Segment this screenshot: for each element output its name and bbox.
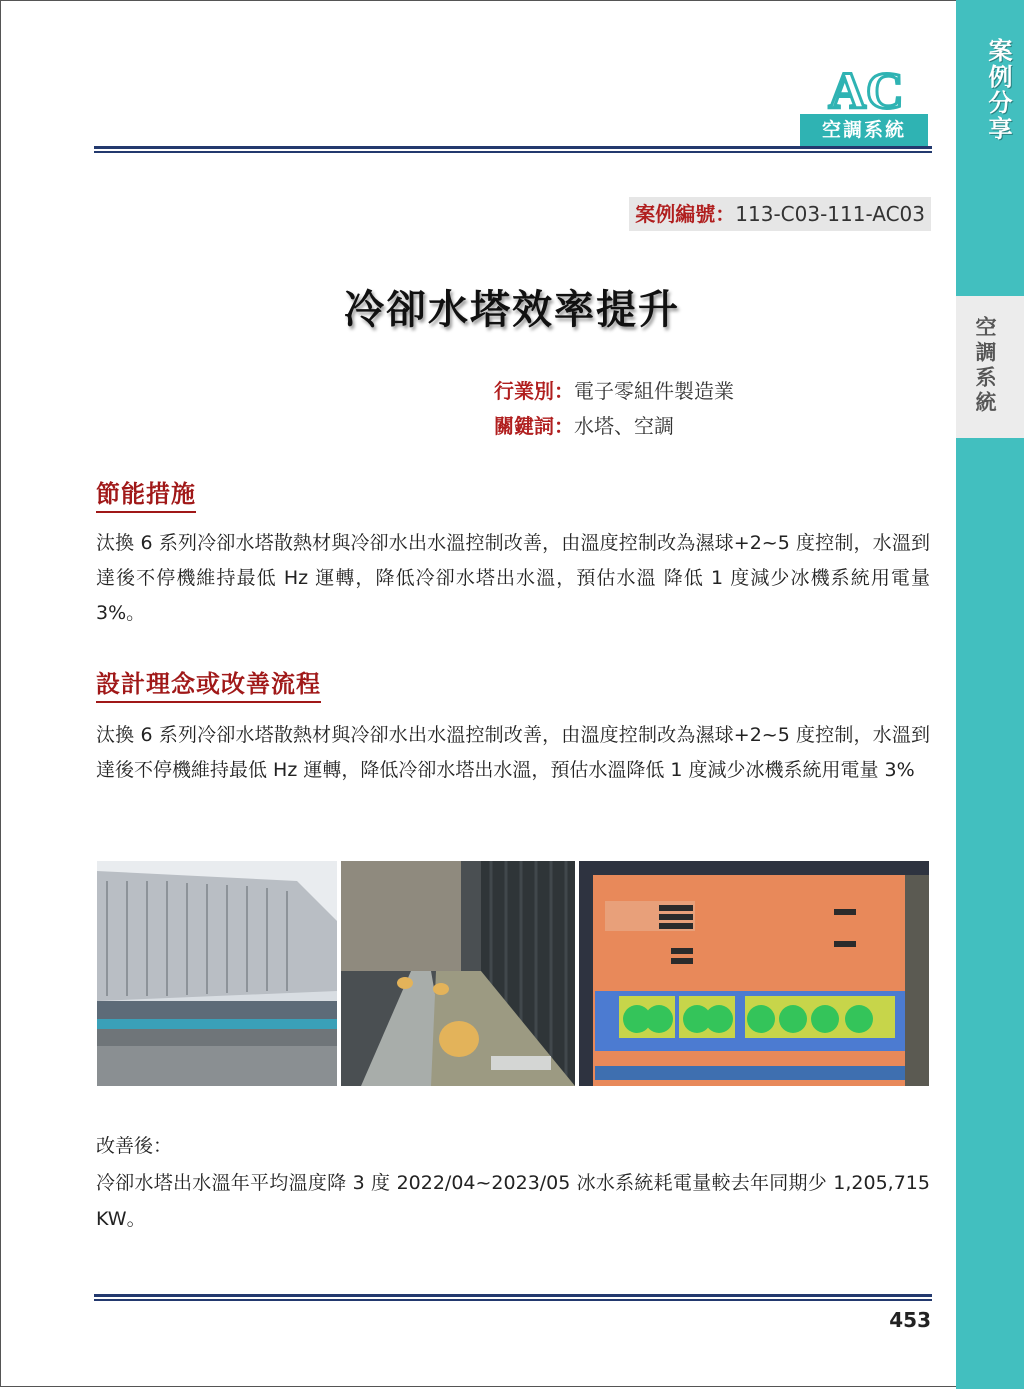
side-band: [956, 0, 1024, 1389]
page-title: 冷卻水塔效率提升: [344, 287, 680, 333]
header-rule-thin: [94, 151, 932, 153]
keywords-key: 關鍵詞：: [494, 414, 574, 438]
industry-value: 電子零組件製造業: [574, 379, 734, 403]
section-heading-measures: 節能措施: [96, 474, 196, 513]
case-number-key: 案例編號：: [635, 202, 736, 226]
after-improvement-text: 冷卻水塔出水溫年平均溫度降 3 度 2022/04~2023/05 冰水系統耗電量較去年同期少 1,205,715 KW。: [96, 1172, 930, 1230]
cooling-tower-basin-photo: [341, 861, 575, 1086]
case-number: [629, 197, 931, 231]
case-number-value: 113-C03-111-AC03: [735, 202, 925, 226]
industry-key: 行業別：: [494, 379, 574, 403]
after-improvement-label: 改善後：: [96, 1135, 173, 1157]
control-panel-screenshot: [579, 861, 929, 1086]
section-body-design: 汰換 6 系列冷卻水塔散熱材與冷卻水出水溫控制改善，由溫度控制改為濕球+2~5 度控制，水溫到 達後不停機維持最低 Hz 運轉，降低冷卻水塔出水溫，預估水溫降低 1 度減少冰機系統用電量 3%: [96, 724, 930, 781]
side-tab-ac-system-label: 空調系統: [973, 316, 997, 416]
ac-logo: [806, 64, 926, 114]
header-rule: [94, 146, 932, 149]
ac-logo-text: AC: [828, 64, 904, 114]
keywords-value: 水塔、空調: [574, 414, 674, 438]
photo-strip: [97, 861, 929, 1086]
footer-rule: [94, 1294, 932, 1297]
ac-logo-label: 空調系統: [800, 114, 928, 146]
page-number: 453: [889, 1308, 931, 1332]
section-body-measures: 汰換 6 系列冷卻水塔散熱材與冷卻水出水溫控制改善，由溫度控制改為濕球+2~5 度控制，水溫到達後不停機維持最低 Hz 運轉，降低冷卻水塔出水溫，預估水溫 降低 1 度減少冰機系統用電量 3%。: [96, 532, 930, 624]
industry-row: [494, 375, 734, 404]
footer-rule-thin: [94, 1299, 932, 1301]
section-heading-design: 設計理念或改善流程: [96, 664, 321, 703]
cooling-tower-exterior-photo: [97, 861, 337, 1086]
side-tab-case-share: 案例分享: [984, 38, 1012, 142]
keywords-row: [494, 410, 674, 439]
